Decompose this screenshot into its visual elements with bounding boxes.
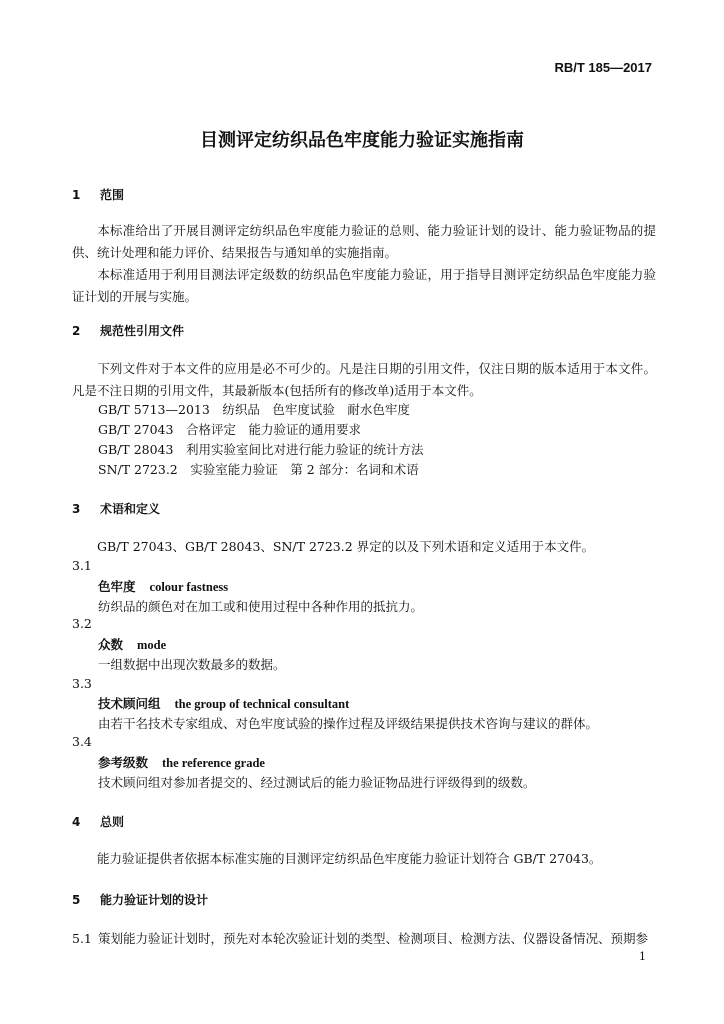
- term-title: [98, 694, 349, 712]
- term-definition: 一组数据中出现次数最多的数据。: [98, 657, 286, 672]
- section-heading-scope: [72, 186, 124, 203]
- page-number: 1: [639, 950, 646, 963]
- paragraph-text: 策划能力验证计划时，预先对本轮次验证计划的类型、检测项目、检测方法、仪器设备情况、预期参: [98, 931, 649, 946]
- term-en: the group of technical consultant: [174, 697, 350, 711]
- term-zh: 色牢度: [98, 579, 136, 594]
- term-definition: 技术顾问组对参加者提交的、经过测试后的能力验证物品进行评级得到的级数。: [98, 775, 536, 790]
- section-number: 3: [72, 502, 81, 516]
- paragraph-text: 本标准给出了开展目测评定纺织品色牢度能力验证的总则、能力验证计划的设计、能力验证物品的提供、统计处理和能力评价、结果报告与通知单的实施指南。: [72, 223, 656, 260]
- paragraph: [72, 536, 656, 558]
- reference-item: SN/T 2723.2 实验室能力验证 第 2 部分：名词和术语: [98, 462, 419, 477]
- term-zh: 众数: [98, 637, 124, 652]
- term-number: 3.4: [72, 734, 92, 749]
- paragraph-text: 本标准适用于利用目测法评定级数的纺织品色牢度能力验证，用于指导目测评定纺织品色牢度能力验证计划的开展与实施。: [72, 267, 656, 304]
- paragraph-text: 下列文件对于本文件的应用是必不可少的。凡是注日期的引用文件，仅注日期的版本适用于本文件。凡是不注日期的引用文件，其最新版本(包括所有的修改单)适用于本文件。: [72, 361, 656, 398]
- term-number: 3.2: [72, 616, 92, 631]
- section-heading-general: [72, 813, 124, 830]
- section-heading-normative-references: [72, 322, 184, 339]
- term-en: mode: [137, 638, 167, 652]
- standard-code: RB/T 185—2017: [554, 60, 652, 75]
- term-zh: 技术顾问组: [98, 696, 161, 711]
- reference-item: GB/T 5713—2013 纺织品 色牢度试验 耐水色牢度: [98, 402, 410, 417]
- clause-number: 5.1: [72, 931, 92, 946]
- paragraph-text: 能力验证提供者依据本标准实施的目测评定纺织品色牢度能力验证计划符合 GB/T 27043。: [97, 851, 602, 866]
- section-heading-design: [72, 891, 208, 908]
- reference-item: GB/T 28043 利用实验室间比对进行能力验证的统计方法: [98, 442, 424, 457]
- paragraph: [72, 220, 656, 264]
- section-title: 总则: [100, 815, 125, 829]
- term-title: [98, 577, 228, 595]
- section-title: 术语和定义: [100, 502, 161, 516]
- section-title: 能力验证计划的设计: [100, 893, 209, 907]
- term-definition: 纺织品的颜色对在加工或和使用过程中各种作用的抵抗力。: [98, 599, 424, 614]
- paragraph: [72, 848, 656, 870]
- section-title: 规范性引用文件: [100, 324, 185, 338]
- section-number: 1: [72, 188, 81, 202]
- term-en: colour fastness: [149, 580, 229, 594]
- term-number: 3.1: [72, 558, 92, 573]
- document-title: 目测评定纺织品色牢度能力验证实施指南: [200, 130, 524, 151]
- term-number: 3.3: [72, 676, 92, 691]
- section-number: 4: [72, 815, 81, 829]
- paragraph: [72, 264, 656, 308]
- reference-item: GB/T 27043 合格评定 能力验证的通用要求: [98, 422, 361, 437]
- section-title: 范围: [100, 188, 125, 202]
- paragraph: [72, 358, 656, 402]
- term-en: the reference grade: [162, 756, 265, 770]
- paragraph-text: GB/T 27043、GB/T 28043、SN/T 2723.2 界定的以及下列术语和定义适用于本文件。: [97, 539, 595, 554]
- term-zh: 参考级数: [98, 755, 149, 770]
- term-definition: 由若干名技术专家组成、对色牢度试验的操作过程及评级结果提供技术咨询与建议的群体。: [98, 716, 599, 731]
- paragraph: [72, 928, 656, 950]
- section-heading-terms: [72, 500, 160, 517]
- term-title: [98, 635, 166, 653]
- term-title: [98, 753, 265, 771]
- section-number: 2: [72, 324, 81, 338]
- section-number: 5: [72, 893, 81, 907]
